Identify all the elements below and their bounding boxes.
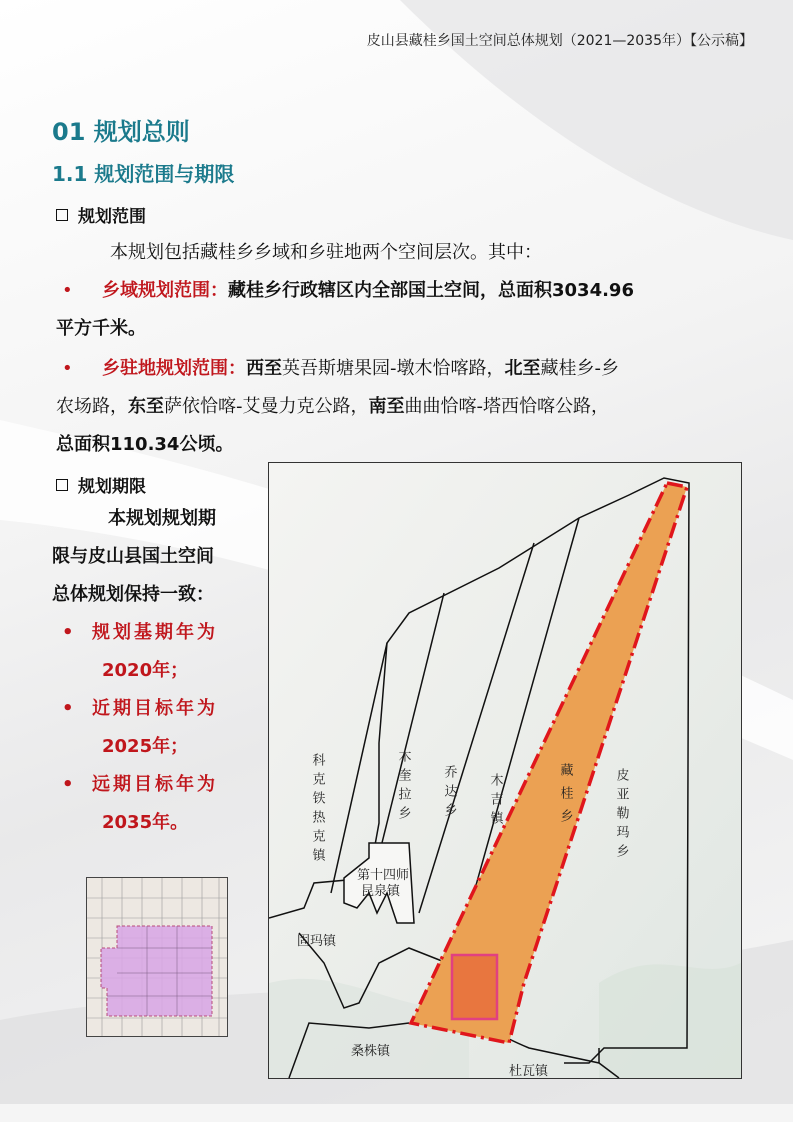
seat-scope-line3: 总面积110.34公顷。 [56, 434, 234, 455]
bullet: • [62, 280, 73, 301]
scope-intro: 本规划包括藏桂乡乡域和乡驻地两个空间层次。其中： [110, 242, 542, 263]
page-header: 皮山县藏桂乡国土空间总体规划（2021—2035年）【公示稿】 [366, 33, 753, 49]
label-sangzhu: 桑株镇 [351, 1044, 391, 1059]
label-guma: 固玛镇 [297, 934, 337, 949]
section-title: 1.1 规划范围与期限 [52, 162, 235, 186]
location-map-drawing [269, 463, 741, 1078]
label-kunquan: 昆泉镇 [361, 884, 401, 899]
term-item-base: • 规划基期年为 [62, 622, 218, 643]
label-div14: 第十四师 [357, 868, 410, 883]
term-item-far: • 远期目标年为 [62, 774, 218, 795]
county-scope-paragraph: • 乡域规划范围：藏桂乡行政辖区内全部国土空间，总面积3034.96 [62, 272, 752, 310]
term-item-base-year: 2020年； [102, 660, 189, 681]
label-canggui: 藏桂乡 [557, 763, 573, 832]
term-line3: 总体规划保持一致： [52, 584, 214, 605]
location-map [268, 462, 742, 1079]
seat-inset-map [86, 877, 228, 1037]
label-duwa: 杜瓦镇 [509, 1064, 549, 1078]
term-heading: 规划期限 [56, 472, 146, 497]
label-kiketi: 科克铁热克镇 [309, 753, 325, 867]
term-item-far-year: 2035年。 [102, 812, 189, 833]
term-item-near: • 近期目标年为 [62, 698, 218, 719]
county-scope-line2: 平方千米。 [56, 318, 146, 339]
seat-inset-drawing [87, 878, 227, 1036]
label-qiaoda: 乔达乡 [441, 765, 457, 822]
seat-scope-line2: 农场路，东至萨依恰喀-艾曼力克公路，南至曲曲恰喀-塔西恰喀公路， [56, 396, 609, 417]
seat-scope-line1: • 乡驻地规划范围：西至英吾斯塘果园-墩木恰喀路，北至藏桂乡-乡 [62, 350, 752, 388]
term-line1: 本规划规划期 [108, 508, 216, 529]
label-muji: 木吉镇 [487, 773, 503, 830]
scope-heading: 规划范围 [56, 202, 146, 227]
chapter-title: 01 规划总则 [52, 118, 190, 146]
footer-band [0, 1104, 793, 1122]
label-piyale: 皮亚勒玛乡 [613, 768, 629, 863]
term-item-near-year: 2025年； [102, 736, 189, 757]
bullet: • [62, 358, 73, 379]
label-mukuila: 木奎拉乡 [395, 749, 411, 825]
checkbox-square-icon [56, 209, 68, 221]
checkbox-square-icon [56, 479, 68, 491]
term-line2: 限与皮山县国土空间 [52, 546, 214, 567]
